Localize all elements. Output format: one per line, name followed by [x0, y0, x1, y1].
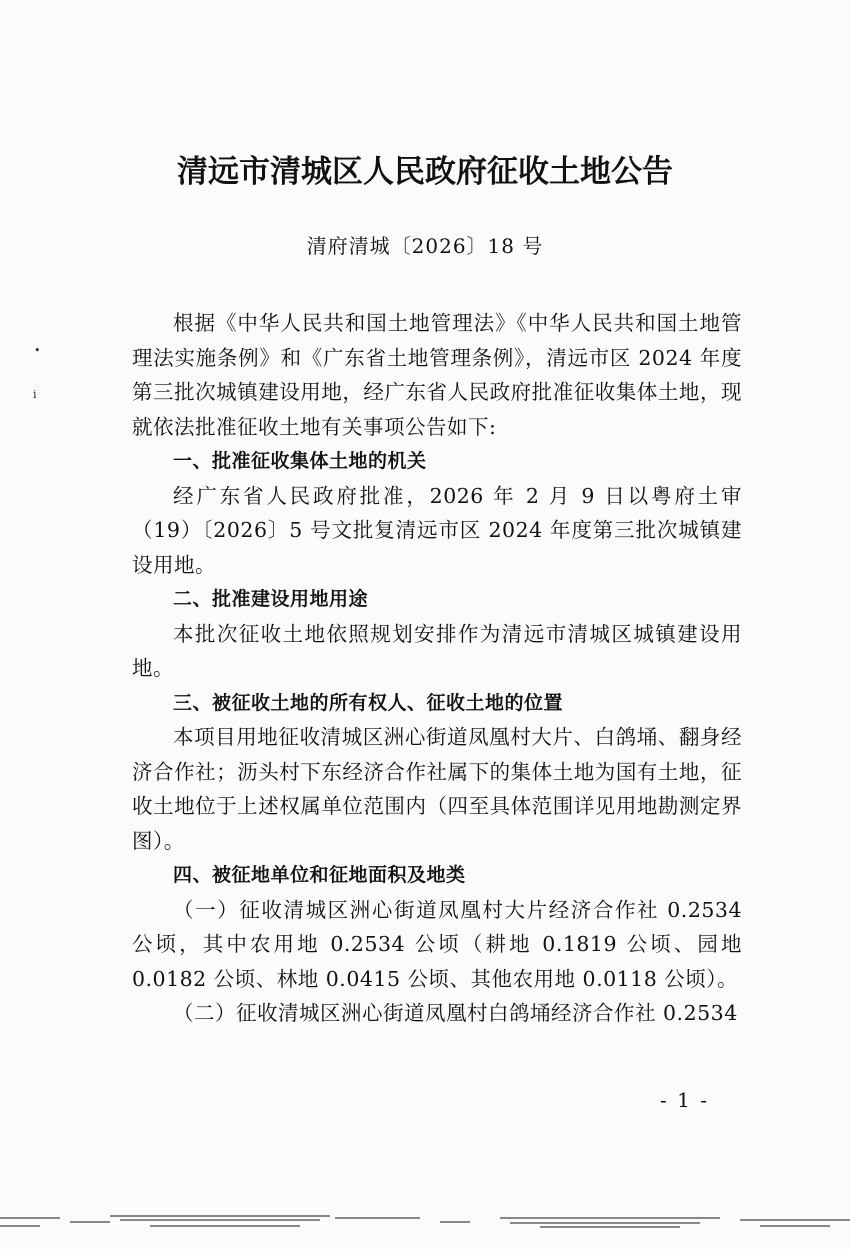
section-heading: 四、被征地单位和征地面积及地类 [173, 864, 466, 886]
section-paragraph: 经广东省人民政府批准，2026 年 2 月 9 日以粤府土审（19）〔2026〕5 号文批复清远市区 2024 年度第三批次城镇建设用地。 [132, 483, 742, 577]
section-paragraph: 本项目用地征收清城区洲心街道凤凰村大片、白鸽埇、翻身经济合作社；沥头村下东经济合作社属下的集体土地为国有土地，征收土地位于上述权属单位范围内（四至具体范围详见用地勘测定界图）。 [132, 725, 742, 853]
scan-speck: • [34, 344, 41, 357]
section-paragraph: （二）征收清城区洲心街道凤凰村白鸽埇经济合作社 0.2534 [173, 1001, 738, 1025]
scan-speck: ⅰ [33, 388, 37, 401]
section-paragraph: 本批次征收土地依照规划安排作为清远市清城区城镇建设用地。 [132, 621, 742, 680]
scan-edge-artifact [0, 1196, 850, 1249]
intro-paragraph: 根据《中华人民共和国土地管理法》《中华人民共和国土地管理法实施条例》和《广东省土地管理条例》，清远市区 2024 年度第三批次城镇建设用地，经广东省人民政府批准征收集体土地，现就依法批准征收土地有关事项公告如下: [132, 311, 742, 439]
page-number: - 1 - [660, 1088, 709, 1112]
document-title: 清远市清城区人民政府征收土地公告 [177, 154, 673, 190]
section-heading: 三、被征收土地的所有权人、征收土地的位置 [173, 691, 564, 714]
document-body [132, 306, 742, 1031]
section-heading: 二、批准建设用地用途 [173, 588, 369, 610]
section-paragraph: （一）征收清城区洲心街道凤凰村大片经济合作社 0.2534 公顷，其中农用地 0.2534 公顷（耕地 0.1819 公顷、园地 0.0182 公顷、林地 0.0415 公顷、其他农用地 0.0118 公顷）。 [132, 897, 742, 991]
document-number: 清府清城〔2026〕18 号 [306, 234, 544, 258]
section-heading: 一、批准征收集体土地的机关 [173, 450, 427, 472]
